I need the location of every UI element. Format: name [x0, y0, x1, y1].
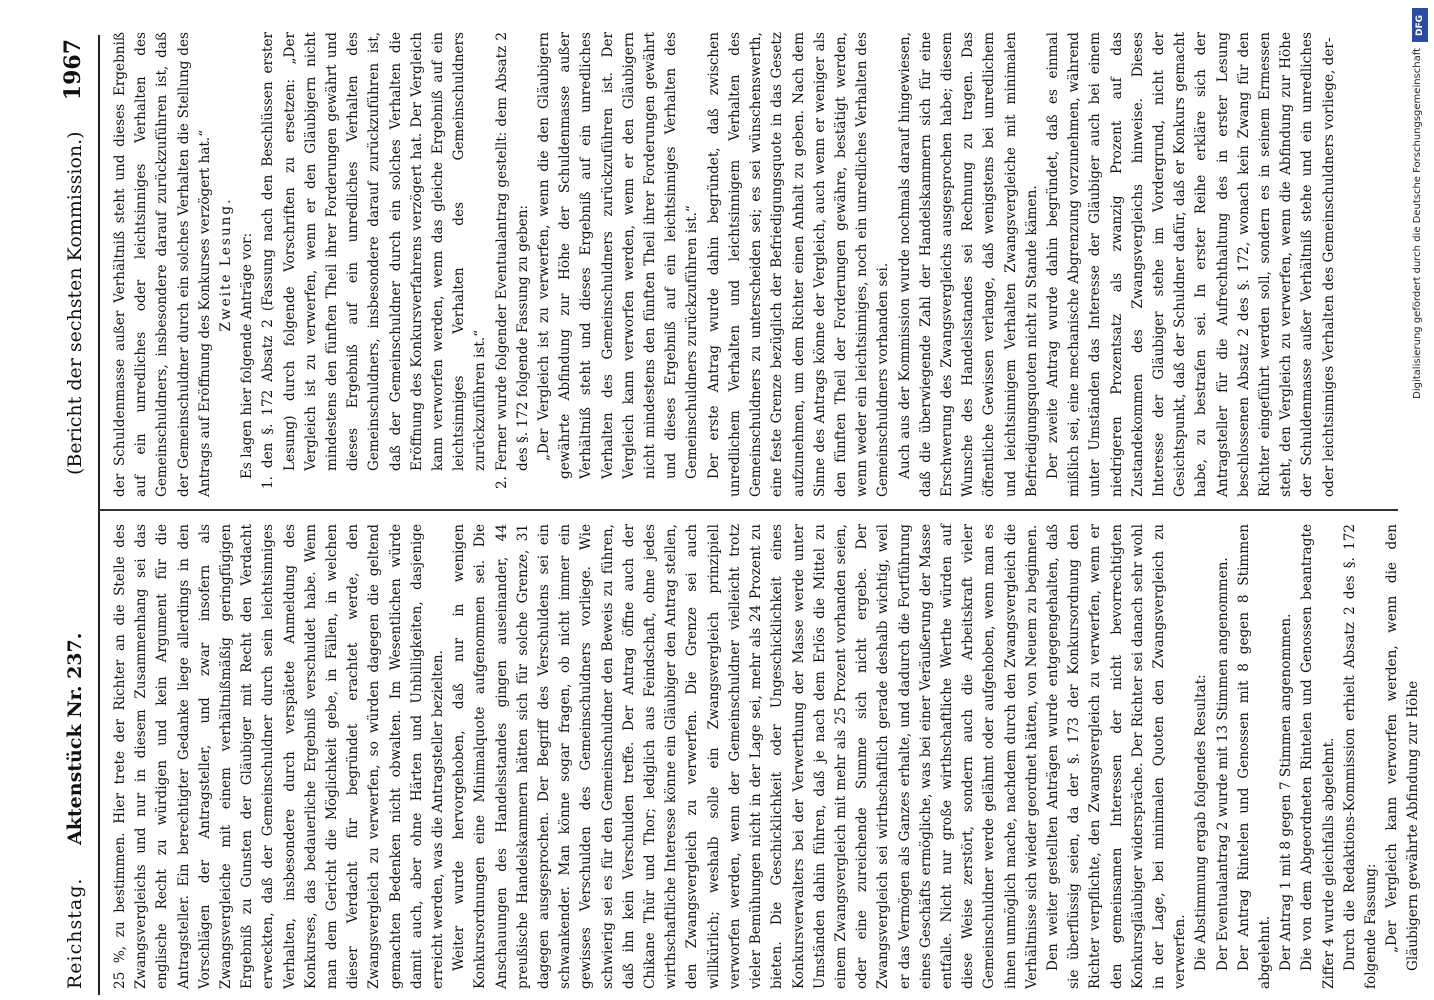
column-divider — [98, 509, 1398, 511]
header-reichstag: Reichstag. — [64, 877, 86, 989]
motion-item-1: 1. den §. 172 Absatz 2 (Fassung nach den Beschlüssen erster Lesung) durch folgende Vorschriften zu ersetzen: „Der Vergleich ist zu verwerfen, wenn er den Gläubigern nicht mindestens den fünften Theil ihrer Forderungen gewährt und dieses Ergebniß auf ein unredliches Verhalten des Gemeinschuldners, insbesondere darauf zurückzuführen ist, daß der Gemeinschuldner durch ein solches Verhalten die Eröffnung des Konkursverfahrens verzögert hat. Der Vergleich kann verworfen werden, wenn das gleiche Ergebniß auf ein leichtsinniges Verhalten des Gemeinschuldners zurückzuführen ist.“ — [260, 32, 489, 489]
paragraph: Der Eventualantrag 2 wurde mit 13 Stimmen angenommen. — [1214, 557, 1231, 971]
left-text-column — [110, 524, 1425, 989]
paragraph: Der zweite Antrag wurde dahin begründet, daß es einmal mißlich sei, eine mechanische Abgrenzung vorzunehmen, während unter Umständen das Interesse der Gläubiger auch bei einem niedrigeren Prozentsatz als zwanzig Prozent auf das Zustandekommen des Zwangsvergleichs hinweise. Dieses Interesse der Gläubiger stehe im Vordergrund, nicht der Gesichtspunkt, daß der Schuldner dafür, daß er Konkurs gemacht habe, zu bestrafen sei. In erster Reihe erkläre sich der Antragsteller für die Aufrechthaltung des in erster Lesung beschlossenen Absatz 2 des §. 172, wonach kein Zwang für den Richter eingeführt werden soll, sondern es in seinem Ermessen steht, den Vergleich zu verwerfen, wenn die Abfindung zur Höhe der Schuldenmasse außer Verhältniß stehe und ein unredliches oder leichtsinniges Verhalten des Gemeinschuldners vorliege, der- — [1044, 32, 1337, 497]
paragraph: Den weiter gestellten Anträgen wurde entgegengehalten, daß sie überflüssig seien, da der §. 173 der Konkursordnung den Richter verpflichte, den Zwangsvergleich zu verwerfen, wenn er den gemeinsamen Interessen der nicht bevorrechtigten Konkursgläubiger widerspräche. Der Richter sei danach sehr wohl in der Lage, bei minimalen Quoten den Zwangsvergleich zu verwerfen. — [1044, 524, 1189, 989]
quoted-provision: „Der Vergleich kann verworfen werden, wenn die den Gläubigern gewährte Abfindung zur Höhe — [1384, 524, 1422, 971]
paragraph: Auch aus der Kommission wurde nochmals darauf hingewiesen, daß die überwiegende Zahl der Handelskammern sich für eine Erschwerung des Zwangsvergleichs ausgesprochen habe; diesem Wunsche des Handelsstandes sei Rechnung zu tragen. Das öffentliche Gewissen verlange, daß wenigstens bei unredlichem und leichtsinnigem Verhalten Zwangsvergleiche mit minimalen Befriedigungsquoten nicht zu Stande kämen. — [896, 32, 1040, 497]
paragraph: Es lagen hier folgende Anträge vor: — [239, 232, 256, 479]
quoted-provision: „Der Vergleich ist zu verwerfen, wenn die den Gläubigern gewährte Abfindung zur Höhe der Schuldenmasse außer Verhältniß steht und dieses Ergebniß auf ein unredliches Verhalten des Gemeinschuldners zurückzuführen ist. Der Vergleich kann verworfen werden, wenn er den Gläubigern nicht mindestens den fünften Theil ihrer Forderungen gewährt und dieses Ergebniß auf ein leichtsinniges Verhalten des Gemeinschuldners zurückzuführen ist.“ — [536, 32, 701, 479]
paragraph: Die von dem Abgeordneten Rintelen und Genossen beantragte Ziffer 4 wurde gleichfalls abgelehnt. — [1299, 524, 1337, 989]
paragraph: Weiter wurde hervorgehoben, daß nur in wenigen Konkursordnungen eine Minimalquote aufgenommen sei. Die Anschauungen des Handelsstandes gingen auseinander, 44 preußische Handelskammern hätten sich für solche Grenze, 31 dagegen ausgesprochen. Der Begriff des Verschuldens sei ein schwankender. Man könne sogar fragen, ob nicht immer ein gewisses Verschulden des Gemeinschuldners vorliege. Wie schwierig sei es für den Gemeinschuldner den Beweis zu führen, daß ihn kein Verschulden treffe. Der Antrag öffne auch der Chikane Thür und Thor; lediglich aus Feindschaft, ohne jedes wirthschaftliche Interesse könne ein Gläubiger den Antrag stellen, den Zwangsvergleich zu verwerfen. Die Grenze sei auch willkürlich; weshalb solle ein Zwangsvergleich prinzipiell verworfen werden, wenn der Gemeinschuldner vielleicht trotz vieler Bemühungen nicht in der Lage sei, mehr als 24 Prozent zu bieten. Die Geschicklichkeit oder Ungeschicklichkeit eines Konkursverwalters bei der Verwerthung der Masse werde unter Umständen dahin führen, daß je nach dem Erlös die Mittel zu einem Zwangsvergleich mit mehr als 25 Prozent vorhanden seien, oder eine zureichende Summe sich nicht ergebe. Der Zwangsvergleich sei wirthschaftlich gerade deshalb wichtig, weil er das Vermögen als Ganzes erhalte, und dadurch die Fortführung eines Geschäfts ermögliche, was bei einer Veräußerung der Masse entfalle. Nicht nur große wirthschaftliche Werthe würden auf diese Weise zerstört, sondern auch die Arbeitskraft vieler Gemeinschuldner werde gelähmt oder aufgehoben, wenn man es ihnen unmöglich mache, nachdem durch den Zwangsvergleich die Verhältnisse sich wieder geordnet hätten, von Neuem zu beginnen. — [451, 524, 1040, 989]
page-header — [58, 35, 100, 995]
right-text-column — [110, 32, 1340, 497]
paragraph: der Schuldenmasse außer Verhältniß steht und dieses Ergebniß auf ein unredliches oder leichtsinniges Verhalten des Gemeinschuldners, insbesondere darauf zurückzuführen ist, daß der Gemeinschuldner durch ein solches Verhalten die Stellung des Antrags auf Eröffnung des Konkurses verzögert hat.“ — [112, 32, 213, 497]
dfg-logo: DFG — [1412, 8, 1428, 42]
dfg-attribution — [1410, 8, 1430, 608]
page-number: 1967 — [60, 39, 86, 101]
section-heading: Zweite Lesung. — [218, 197, 235, 332]
paragraph: Der Antrag Rintelen und Genossen mit 8 gegen 8 Stimmen abgelehnt. — [1235, 524, 1273, 989]
paragraph: Durch die Redaktions-Kommission erhielt Absatz 2 des §. 172 folgende Fassung: — [1341, 524, 1379, 989]
dfg-funding-note: Digitalisierung gefördert durch die Deutsche Forschungsgemeinschaft — [1412, 48, 1423, 399]
paragraph: Der erste Antrag wurde dahin begründet, daß zwischen unredlichem Verhalten und leichtsinnigem Verhalten des Gemeinschuldners zu unterscheiden sei; es sei wünschenswerth, eine feste Grenze bezüglich der Befriedigungsquote in das Gesetz aufzunehmen, um dem Richter einen Anhalt zu geben. Nach dem Sinne des Antrags könne der Vergleich, auch wenn er weniger als den fünften Theil der Forderungen gewähre, bestätigt werden, wenn weder ein leichtsinniges, noch ein unredliches Verhalten des Gemeinschuldners vorhanden sei. — [705, 32, 892, 497]
paragraph: 25 %, zu bestimmen. Hier trete der Richter an die Stelle des Zwangsvergleichs und nur in diesem Zusammenhang sei das englische Recht zu würdigen und kein Argument für die Antragsteller. Ein berechtigter Gedanke liege allerdings in den Vorschlägen der Antragsteller, und zwar insofern als Zwangsvergleiche mit einem verhältnißmäßig geringfügigen Ergebniß zu Gunsten der Gläubiger mit Recht den Verdacht erweckten, daß der Gemeinschuldner durch sein leichtsinniges Verhalten, insbesondere durch verspätete Anmeldung des Konkurses, das bedauerliche Ergebniß verschuldet habe. Wenn man dem Gericht die Möglichkeit gebe, in Fällen, in welchen dieser Verdacht für begründet erachtet werde, den Zwangsvergleich zu verwerfen, so würden dagegen die geltend gemachten Bedenken nicht obwalten. Im Wesentlichen würde damit auch, aber ohne Härten und Unbilligkeiten, dasjenige erreicht werden, was die Antragsteller bezielten. — [112, 524, 447, 989]
motion-item-2: 2. Ferner wurde folgender Eventualantrag gestellt: dem Absatz 2 des §. 172 folgende Fassung zu geben: — [493, 32, 531, 489]
paragraph: Der Antrag 1 mit 8 gegen 7 Stimmen angenommen. — [1278, 613, 1295, 971]
header-report-title: (Bericht der sechsten Kommission.) — [64, 131, 86, 475]
header-aktenstueck: Aktenstück Nr. 237. — [64, 632, 86, 845]
paragraph: Die Abstimmung ergab folgendes Resultat: — [1193, 674, 1210, 971]
